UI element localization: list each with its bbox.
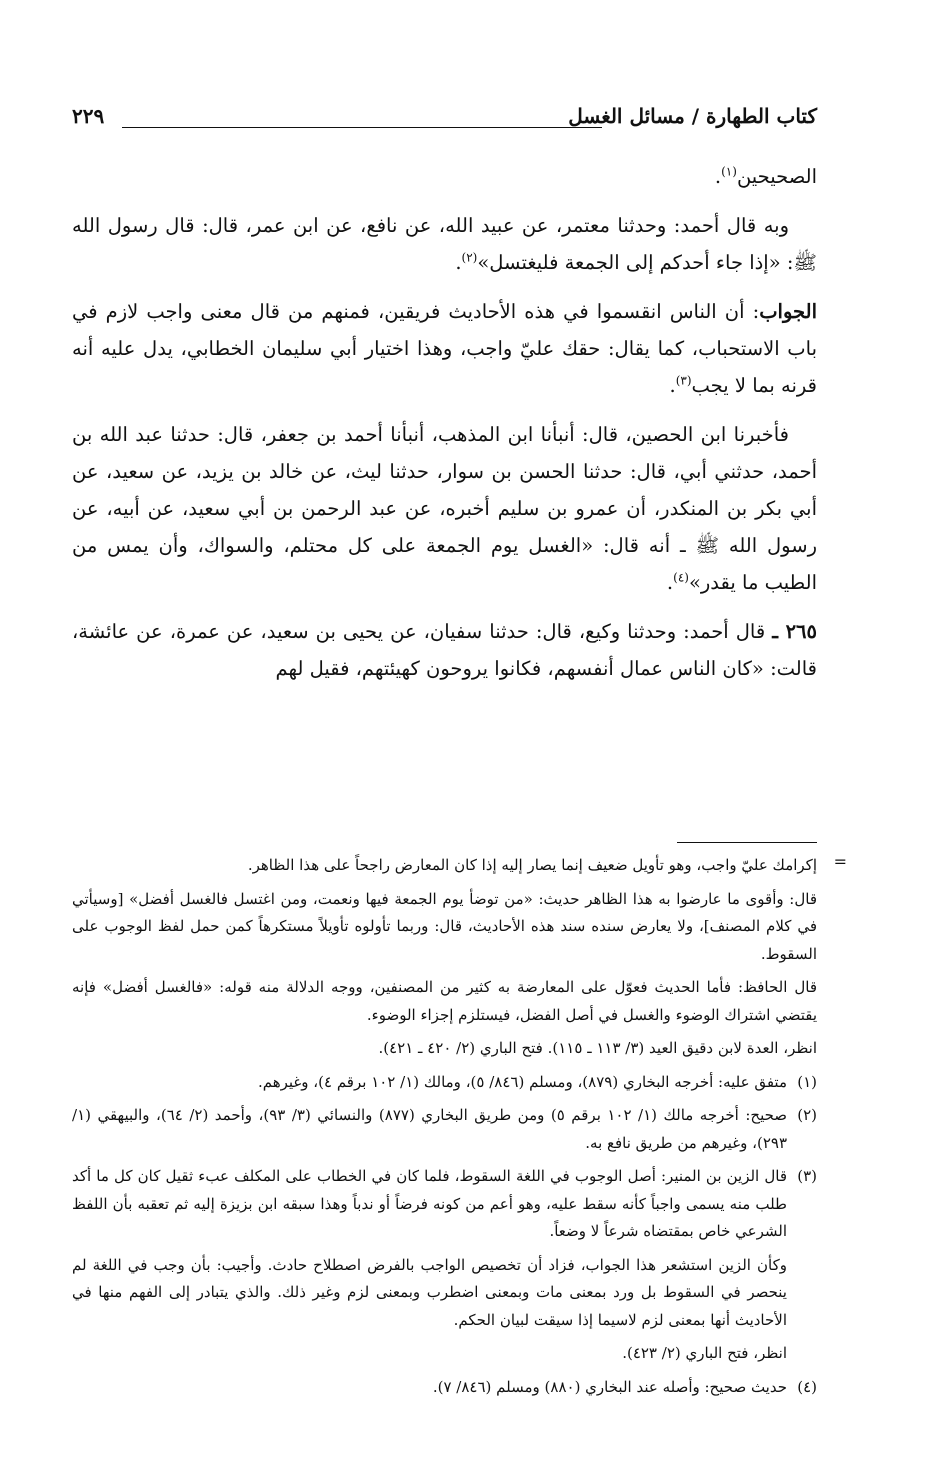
paragraph: الجواب: أن الناس انقسموا في هذه الأحاديث فريقين، فمنهم من قال معنى واجب لازم في باب الاستحباب، كما يقال: حقك عليّ واجب، وهذا اختيار أبي سليمان الخطابي، يدل عليه أنه قرنه بما لا يجب$^{(٣)}$. <box>72 300 817 397</box>
footnote-continuation: قال: وأقوى ما عارضوا به هذا الظاهر حديث: «من توضأ يوم الجمعة فيها ونعمت، ومن اغتسل فالغسل أفضل» [وسيأتي في كلام المصنف]، ولا يعارض سنده سند هذه الأحاديث، قال: وربما تأولوه تأويلاً مستكرهاً كمن حمل لفظ الوجوب على السقوط. <box>72 889 817 963</box>
footnote-ref[interactable]: (١) <box>721 164 737 179</box>
footnote-2: (٢) صحيح: أخرجه مالك (١/ ١٠٢ برقم ٥) ومن طريق البخاري (٨٧٧) والنسائي (٣/ ٩٣)، وأحمد (٢/ ٦٤)، والبيهقي (١/ ٢٩٣)، وغيرهم من طريق نافع به. <box>72 1102 817 1157</box>
footnote-ref[interactable]: (٤) <box>673 570 689 585</box>
page-number: ٢٢٩ <box>72 104 105 128</box>
answer-label: الجواب <box>759 300 817 323</box>
footnote-1: (١) متفق عليه: أخرجه البخاري (٨٧٩)، ومسلم (٨٤٦/ ٥)، ومالك (١/ ١٠٢ برقم ٤)، وغيرهم. <box>72 1069 817 1097</box>
continuation-mark: = <box>833 852 847 871</box>
footnote-number: (٤) <box>797 1377 817 1396</box>
footnote-4: (٤) حديث صحيح: وأصله عند البخاري (٨٨٠) ومسلم (٨٤٦/ ٧). <box>72 1374 817 1402</box>
paragraph: ٢٦٥ ـ قال أحمد: وحدثنا وكيع، قال: حدثنا سفيان، عن يحيى بن سعيد، عن عمرة، عن عائشة، قالت: «كان الناس عمال أنفسهم، فكانوا يروحون كهيئتهم، فقيل لهم <box>72 620 817 680</box>
paragraph: فأخبرنا ابن الحصين، قال: أنبأنا ابن المذهب، أنبأنا أحمد بن جعفر، قال: حدثنا عبد الله بن أحمد، حدثني أبي، قال: حدثنا الحسن بن سوار، حدثنا ليث، عن خالد بن يزيد، عن سعيد، عن أبي بكر بن المنكدر، أن عمرو بن سليم أخبره، عن عبد الرحمن بن أبي سعيد، عن أبيه، عن رسول الله ﷺ ـ أنه قال: «الغسل يوم الجمعة على كل محتلم، والسواك، وأن يمس من الطيب ما يقدر»$^{(٤)}$. <box>72 423 817 594</box>
header-rule <box>122 127 602 128</box>
running-header <box>72 100 817 142</box>
footnote-3-reference: انظر، فتح الباري (٢/ ٤٢٣). <box>622 1344 787 1362</box>
hadith-number: ٢٦٥ ـ <box>772 620 817 643</box>
footnote-separator <box>677 842 817 843</box>
main-text <box>72 158 817 699</box>
footnote-ref[interactable]: (٣) <box>675 373 692 388</box>
footnote-number: (٢) <box>797 1106 817 1124</box>
paragraph: وبه قال أحمد: وحدثنا معتمر، عن عبيد الله، عن نافع، عن ابن عمر، قال: قال رسول الله ﷺ: «إذا جاء أحدكم إلى الجمعة فليغتسل»$^{(٢)}$. <box>72 214 817 274</box>
footnote-ref[interactable]: (٢) <box>461 250 478 265</box>
footnotes <box>72 852 817 1407</box>
footnote-continuation: قال الحافظ: فأما الحديث فعوّل على المعارضة به كثير من المصنفين، ووجه الدلالة منه قوله: «فالغسل أفضل» فإنه يقتضي اشتراك الوضوء والغسل في أصل الفضل، فيستلزم إجزاء الوضوء. <box>72 978 817 1024</box>
footnote-3: (٣) قال الزين بن المنير: أصل الوجوب في اللغة السقوط، فلما كان في الخطاب على المكلف عبء ثقيل كان كل ما أكد طلب منه يسمى واجباً كأنه سقط عليه، وهو أعم من كونه فرضاً أو ندباً وهذا سبقه ابن بزيزة إليه ثم تعقبه بأن اللفظ الشرعي خاص بمقتضاه شرعاً لا وضعاً. <box>72 1163 817 1246</box>
paragraph: الصحيحين$^{(١)}$. <box>714 164 817 188</box>
footnote-number: (٣) <box>797 1167 817 1185</box>
footnote-number: (١) <box>797 1072 817 1091</box>
footnote-3-continued: وكأن الزين استشعر هذا الجواب، فزاد أن تخصيص الواجب بالفرض اصطلاح حادث. وأجيب: بأن وجب في اللغة لم ينحصر في السقوط بل ورد بمعنى مات وبمعنى اضطرب وبمعنى لزم وغير ذلك. والذي يتبادر إلى الفهم منها في الأحاديث أنها بمعنى لزم لاسيما إذا سيقت لبيان الحكم. <box>72 1255 787 1329</box>
book-page <box>72 100 847 1440</box>
footnote-continuation: انظر، العدة لابن دقيق العيد (٣/ ١١٣ ـ ١١٥). فتح الباري (٢/ ٤٢٠ ـ ٤٢١). <box>378 1039 817 1057</box>
footnote-continuation: إكرامك عليّ واجب، وهو تأويل ضعيف إنما يصار إليه إذا كان المعارض راجحاً على هذا الظاهر. <box>247 856 817 874</box>
running-title: كتاب الطهارة / مسائل الغسل <box>568 104 817 128</box>
